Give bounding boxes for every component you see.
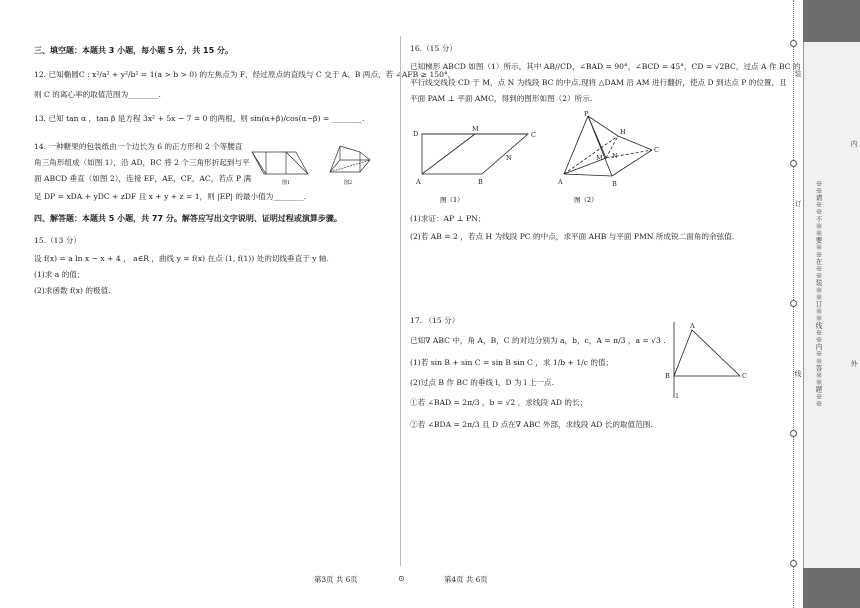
q14-line3: 面 ABCD 垂直（如图 2），连接 EF，AE，CF，AC，若点 P 满	[34, 174, 252, 183]
svg-text:H: H	[620, 128, 626, 136]
svg-text:A: A	[416, 178, 421, 186]
binding-hole	[790, 560, 797, 567]
svg-text:B: B	[612, 180, 617, 188]
q14-figures	[246, 140, 386, 186]
binding-bar-top	[803, 0, 860, 42]
q13: 13. 已知 tan α ，tan β 是方程 3x² + 5x − 7 = 0 的两根，则 sin(α+β)/cos(α−β) = ________.	[34, 114, 365, 123]
q16-line3: 平面 PAM ⊥ 平面 AMC，得到的图形如图（2）所示.	[410, 94, 593, 103]
q16-part2: (2)若 AB = 2 ，若点 H 为线段 PC 的中点，求平面 AHB 与平面 PMN 所成锐二面角的余弦值.	[410, 232, 735, 241]
q14-fig2-caption: 图2	[344, 180, 353, 186]
footer-page-left: 第3页 共 6页	[314, 575, 358, 584]
binding-label-xian: 线	[793, 370, 801, 378]
binding-label-ding: 订	[793, 200, 801, 208]
q16-figure1	[422, 134, 528, 174]
footer-page-right: 第4页 共 6页	[444, 575, 488, 584]
q14-figure2	[330, 146, 370, 172]
q12-line2: 则 C 的离心率的取值范围为________.	[34, 90, 161, 99]
q17-figure	[662, 318, 752, 402]
svg-text:M: M	[596, 154, 603, 162]
q14-fig1-caption: 图1	[282, 180, 291, 186]
q16-line2: 平行线交线段 CD 于 M，点 N 为线段 BC 的中点.现将 △DAM 沿 AM 进行翻折，使点 D 到达点 P 的位置，且	[410, 78, 787, 87]
binding-hole	[790, 40, 797, 47]
svg-text:N: N	[506, 154, 512, 162]
q17-line1: 已知∇ ABC 中，角 A，B，C 的对边分别为 a，b，c，A = π/3 ，a = √3 .	[410, 336, 666, 345]
footer-divider-icon: ⊙	[398, 574, 405, 583]
q14-line2: 角三角形组成（如图 1），沿 AD，BC 将 2 个三角形折起到与平	[34, 158, 250, 167]
section3-heading: 三、填空题：本题共 3 小题，每小题 5 分，共 15 分。	[34, 46, 233, 55]
q17-part2b: ②若 ∠BDA = 2π/3 且 D 点在∇ ABC 外部，求线段 AD 长的取值范围.	[410, 420, 653, 429]
q15-line1: 设 f(x) = a ln x − x + 4 ， a∈R ，曲线 y = f(x) 在点 (1, f(1)) 处的切线垂直于 y 轴.	[34, 254, 329, 263]
q15-part1: (1)求 a 的值；	[34, 270, 85, 279]
svg-text:B: B	[665, 372, 670, 380]
svg-text:C: C	[531, 131, 536, 139]
q12-line1: 12. 已知椭圆C : x²/a² + y²/b² = 1(a > b > 0) 的左焦点为 F，经过原点的直线与 C 交于 A、B 两点，若 ∠AFB ≥ 150°，	[34, 70, 456, 79]
svg-text:P: P	[584, 110, 589, 118]
svg-text:M: M	[472, 125, 479, 133]
svg-text:A: A	[690, 322, 695, 330]
svg-text:B: B	[478, 178, 483, 186]
svg-text:C: C	[742, 372, 747, 380]
binding-hole	[790, 430, 797, 437]
column-divider	[400, 36, 401, 566]
q17-part2: (2)过点 B 作 BC 的垂线 l，D 为 l 上一点.	[410, 378, 555, 387]
q17-part2a: ①若 ∠BAD = 2π/3 ，b = √2 ，求线段 AD 的长；	[410, 398, 588, 407]
q16-fig2-caption: 图（2）	[574, 196, 598, 204]
q16-part1: (1)求证：AP ⊥ PN；	[410, 214, 486, 223]
svg-text:A: A	[558, 178, 563, 186]
binding-label-wai: 外	[849, 360, 857, 368]
binding-label-nei: 内	[849, 140, 857, 148]
q17-title: 17. （15 分）	[410, 316, 460, 325]
binding-bar-middle	[803, 42, 860, 568]
binding-warning: ※※请※※不※※要※※在※※装※※订※※线※※内※※答※※题※※	[814, 180, 822, 408]
q15-title: 15.（13 分）	[34, 236, 81, 245]
q14-figure1	[252, 152, 308, 174]
q16-title: 16.（15 分）	[410, 44, 457, 53]
q16-line1: 已知梯形 ABCD 如图（1）所示，其中 AB//CD，∠BAD = 90°，∠BCD = 45°，CD = √2BC，过点 A 作 BC 的	[410, 62, 801, 71]
binding-label-outer: 装	[793, 70, 801, 78]
binding-hole	[790, 300, 797, 307]
section4-heading: 四、解答题：本题共 5 小题，共 77 分。解答应写出文字说明、证明过程或演算步骤。	[34, 214, 342, 223]
svg-text:l: l	[676, 392, 679, 400]
q16-figures	[410, 108, 680, 208]
binding-hole	[790, 160, 797, 167]
q17-part1: (1)若 sin B + sin C = sin B sin C ，求 1/b + 1/c 的值；	[410, 358, 614, 367]
svg-text:N: N	[612, 152, 618, 160]
svg-text:C: C	[654, 146, 659, 154]
q16-figure2	[564, 116, 652, 176]
q15-part2: (2)求函数 f(x) 的极值.	[34, 286, 111, 295]
q14-line1: 14. 一种糖果的包装纸由一个边长为 6 的正方形和 2 个等腰直	[34, 142, 243, 151]
q16-fig1-caption: 图（1）	[440, 196, 464, 204]
svg-text:D: D	[413, 130, 419, 138]
q14-line4: 足 DP = xDA + yDC + zDF 且 x + y + z = 1，则 |EP| 的最小值为________.	[34, 192, 307, 201]
binding-bar-bottom	[803, 568, 860, 608]
